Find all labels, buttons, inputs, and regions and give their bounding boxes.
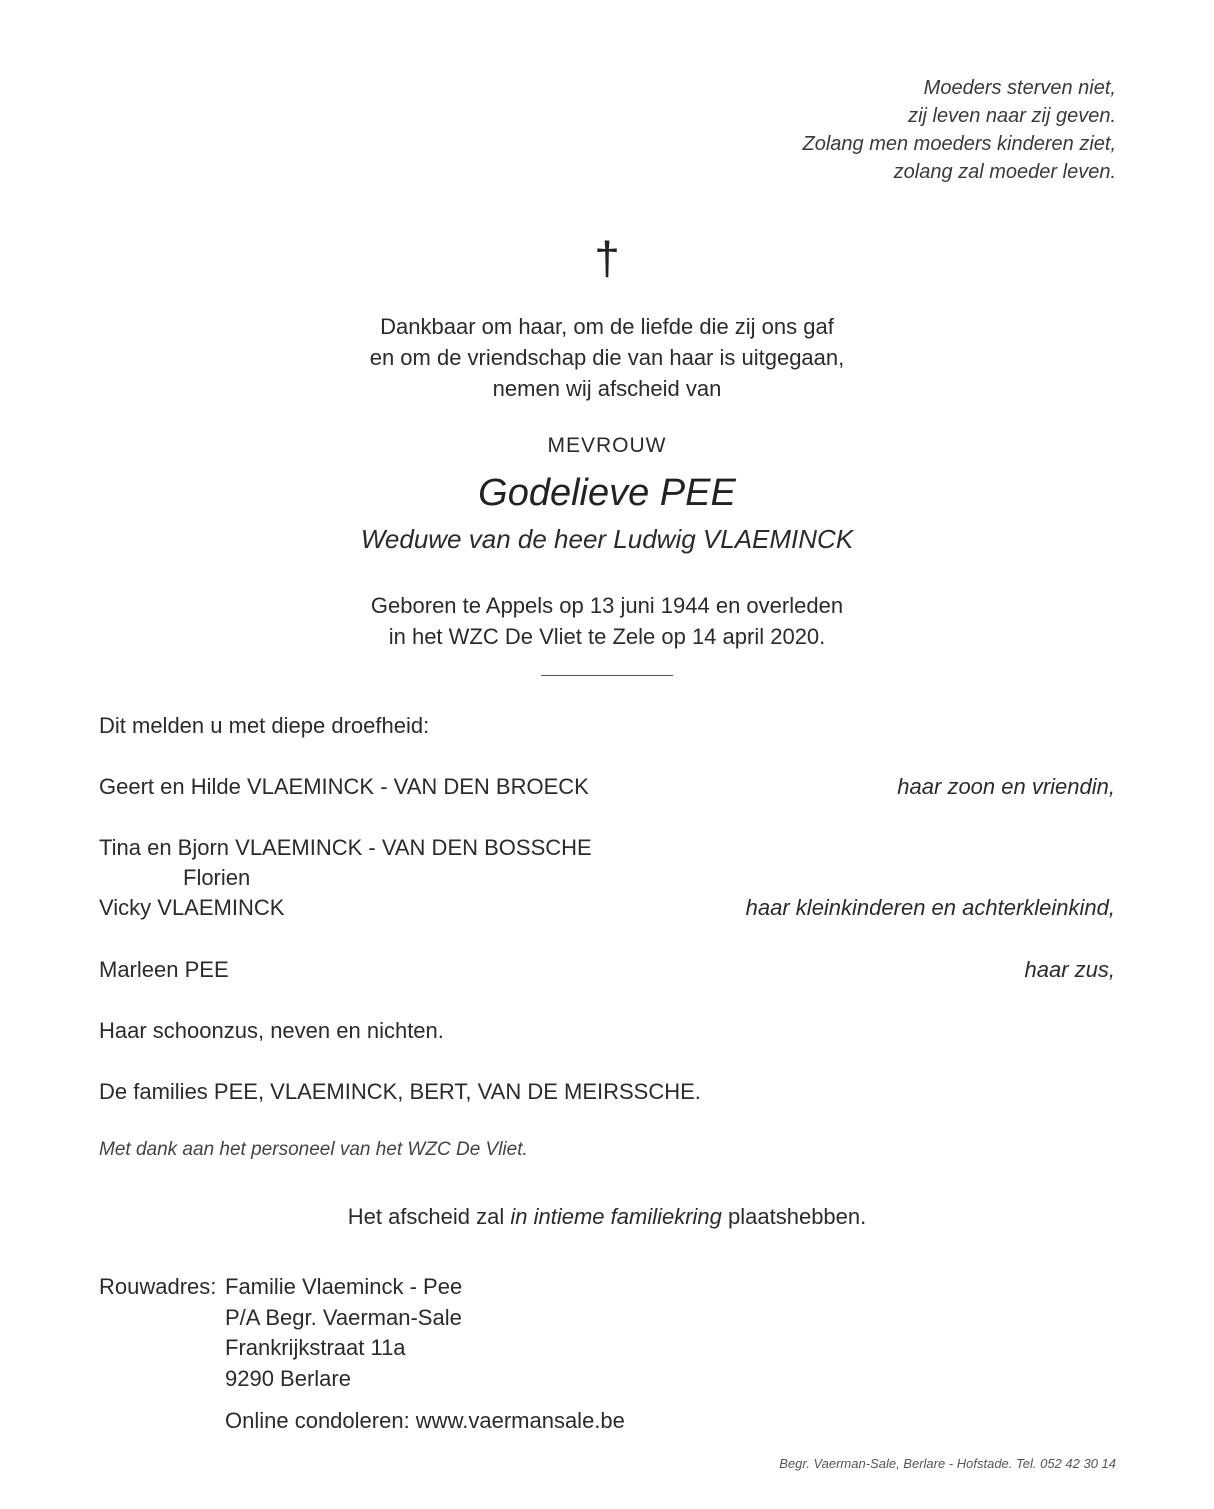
birth-death-info bbox=[0, 590, 1214, 652]
funeral-home-footer: Begr. Vaerman-Sale, Berlare - Hofstade. Tel. 052 42 30 14 bbox=[779, 1456, 1116, 1471]
address-line: Frankrijkstraat 11a bbox=[225, 1335, 406, 1360]
family-name: Marleen PEE bbox=[99, 957, 229, 982]
farewell-note bbox=[0, 1204, 1214, 1230]
address-line: Familie Vlaeminck - Pee bbox=[225, 1274, 463, 1299]
family-name: Florien bbox=[183, 865, 251, 890]
family-relation: haar kleinkinderen en achterkleinkind, bbox=[745, 895, 1115, 920]
farewell-text: plaatshebben. bbox=[721, 1204, 867, 1229]
thanks-note: Met dank aan het personeel van het WZC De Vliet. bbox=[99, 1139, 528, 1160]
family-entry-grandchildren bbox=[99, 833, 1115, 923]
farewell-text: Het afscheid zal bbox=[347, 1204, 511, 1229]
family-name: Geert en Hilde VLAEMINCK - VAN DEN BROECK bbox=[99, 774, 589, 799]
address-line: P/A Begr. Vaerman-Sale bbox=[225, 1304, 462, 1330]
intro-line: en om de vriendschap die van haar is uitgegaan, bbox=[369, 345, 845, 370]
intro-line: Dankbaar om haar, om de liefde die zij ons gaf bbox=[380, 314, 834, 339]
family-relation: haar zus, bbox=[1024, 957, 1115, 982]
farewell-emphasis: in intieme familiekring bbox=[510, 1204, 722, 1229]
family-names: De families PEE, VLAEMINCK, BERT, VAN DE MEIRSSCHE. bbox=[99, 1079, 701, 1104]
widow-line: Weduwe van de heer Ludwig VLAEMINCK bbox=[360, 524, 854, 554]
poem-line: zij leven naar zij geven. bbox=[908, 105, 1116, 127]
birth-line: Geboren te Appels op 13 juni 1944 en overleden bbox=[370, 593, 844, 618]
divider bbox=[541, 675, 673, 676]
family-name: Vicky VLAEMINCK bbox=[99, 895, 285, 920]
cross-icon: † bbox=[594, 232, 620, 284]
poem-line: Zolang men moeders kinderen ziet, bbox=[802, 133, 1116, 155]
intro-line: nemen wij afscheid van bbox=[492, 376, 722, 401]
announcement: Dit melden u met diepe droefheid: bbox=[99, 713, 430, 738]
family-entry-sister bbox=[99, 955, 1115, 985]
honorific: MEVROUW bbox=[547, 434, 667, 457]
death-line: in het WZC De Vliet te Zele op 14 april 2020. bbox=[388, 624, 826, 649]
address-label: Rouwadres: bbox=[99, 1274, 217, 1299]
family-others: Haar schoonzus, neven en nichten. bbox=[99, 1018, 444, 1043]
poem bbox=[803, 74, 1117, 186]
intro-text bbox=[0, 311, 1214, 404]
address-lines bbox=[225, 1272, 462, 1394]
online-condolence: Online condoleren: www.vaermansale.be bbox=[225, 1408, 625, 1433]
family-entry-son bbox=[99, 772, 1115, 802]
address-line: 9290 Berlare bbox=[225, 1365, 351, 1391]
family-relation: haar zoon en vriendin, bbox=[897, 774, 1115, 799]
deceased-name: Godelieve PEE bbox=[478, 472, 736, 514]
family-name: Tina en Bjorn VLAEMINCK - VAN DEN BOSSCHE bbox=[99, 835, 592, 860]
poem-line: Moeders sterven niet, bbox=[923, 77, 1116, 99]
poem-line: zolang zal moeder leven. bbox=[893, 161, 1116, 183]
